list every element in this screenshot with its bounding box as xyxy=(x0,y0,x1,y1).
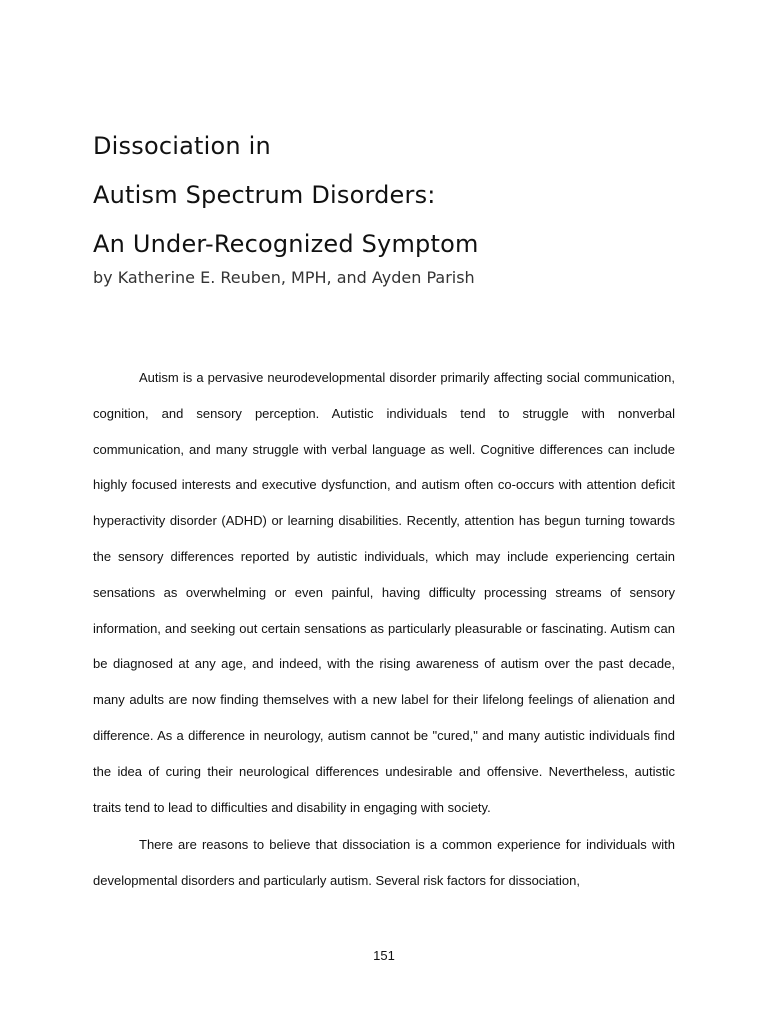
article-body xyxy=(93,360,675,899)
body-paragraph-1: Autism is a pervasive neurodevelopmental disorder primarily affecting social communication, cognition, and sensory perception. Autistic individuals tend to struggle with nonverbal communication, and many struggle with verbal language as well. Cognitive differences can include highly focused interests and executive dysfunction, and autism often co-occurs with attention deficit hyperactivity disorder (ADHD) or learning disabilities. Recently, attention has begun turning towards the sensory differences reported by autistic individuals, which may include experiencing certain sensations as overwhelming or even painful, having difficulty processing streams of sensory information, and seeking out certain sensations as particularly pleasurable or fascinating. Autism can be diagnosed at any age, and indeed, with the rising awareness of autism over the past decade, many adults are now finding themselves with a new label for their lifelong feelings of alienation and difference. As a difference in neurology, autism cannot be "cured," and many autistic individuals find the idea of curing their neurological differences undesirable and offensive. Nevertheless, autistic traits tend to lead to difficulties and disability in engaging with society. xyxy=(93,370,675,815)
article-title-line-2: Autism Spectrum Disorders: xyxy=(93,181,436,209)
title-block xyxy=(93,122,693,291)
article-title-line-1: Dissociation in xyxy=(93,132,271,160)
author-byline: by Katherine E. Reuben, MPH, and Ayden Parish xyxy=(93,268,475,287)
article-title-line-3: An Under-Recognized Symptom xyxy=(93,230,479,258)
page-number: 151 xyxy=(373,948,395,963)
body-paragraph-2: There are reasons to believe that dissociation is a common experience for individuals with developmental disorders and particularly autism. Several risk factors for dissociation, xyxy=(93,837,675,889)
